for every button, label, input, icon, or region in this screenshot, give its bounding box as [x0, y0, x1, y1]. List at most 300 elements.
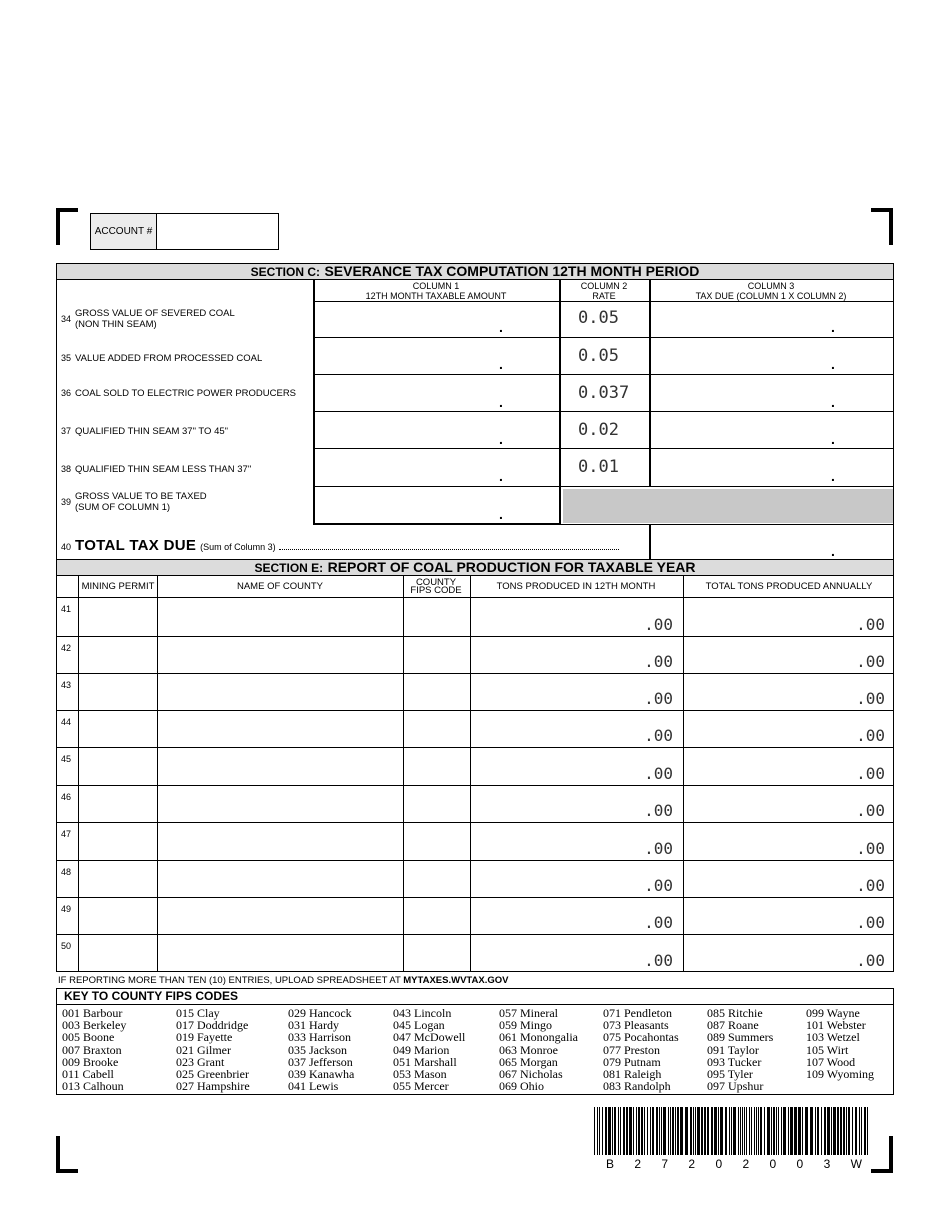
fips-entry: 007 Braxton [62, 1042, 122, 1057]
line-34-number: 34 [61, 313, 72, 324]
line-36-number: 36 [61, 387, 72, 398]
leader-dots [279, 549, 619, 550]
barcode-bar [659, 1107, 660, 1155]
fips-entry: 105 Wirt [806, 1042, 849, 1057]
fips-code-field[interactable] [404, 935, 470, 972]
line-37-col1-field[interactable]: . [499, 431, 503, 447]
line-36-label [61, 383, 296, 403]
county-name-field[interactable] [158, 823, 403, 860]
fips-entry: 077 Preston [603, 1042, 660, 1057]
barcode-bar [749, 1107, 750, 1155]
barcode-bar [833, 1107, 836, 1155]
mining-permit-field[interactable] [79, 748, 157, 785]
fips-code-field[interactable] [404, 598, 470, 636]
line-36-rate: 0.037 [578, 383, 630, 403]
barcode-bar [695, 1107, 696, 1155]
row-number: 47 [61, 829, 72, 839]
fips-entry: 005 Boone [62, 1030, 115, 1045]
barcode-bar [720, 1107, 723, 1155]
barcode-bar [788, 1107, 789, 1155]
barcode-bar [602, 1107, 603, 1155]
tons-annual-field[interactable]: .00 [856, 652, 885, 671]
fips-entry: 001 Barbour [62, 1006, 123, 1020]
account-number-field[interactable] [157, 214, 278, 249]
production-row [57, 636, 893, 673]
total-tax-due-note: (Sum of Column 3) [200, 542, 276, 552]
tons-annual-field[interactable]: .00 [856, 726, 885, 745]
fips-code-field[interactable] [404, 786, 470, 822]
fips-entry: 015 Clay [176, 1006, 220, 1020]
barcode-bar [746, 1107, 747, 1155]
barcode-bar [802, 1107, 803, 1155]
barcode-bar [693, 1107, 694, 1155]
fips-code-field[interactable] [404, 674, 470, 710]
barcode-bar [714, 1107, 717, 1155]
fips-column [393, 1007, 465, 1092]
fips-column [62, 1007, 126, 1092]
barcode-bar [670, 1107, 671, 1155]
row-number: 48 [61, 867, 72, 877]
barcode-bar [733, 1107, 736, 1155]
barcode-bar [650, 1107, 651, 1155]
barcode-bar [605, 1107, 607, 1155]
row-number: 42 [61, 643, 72, 653]
line-36-col3-field[interactable]: . [831, 394, 835, 410]
line-38-col1-field[interactable]: . [499, 468, 503, 484]
fips-entry: 021 Gilmer [176, 1042, 231, 1057]
fips-entry: 047 McDowell [393, 1030, 466, 1045]
fips-entry: 003 Berkeley [62, 1018, 127, 1033]
fips-entry: 057 Mineral [499, 1006, 558, 1020]
mining-permit-field[interactable] [79, 898, 157, 934]
barcode-char: W [850, 1157, 862, 1171]
fips-key [56, 988, 894, 1095]
fips-entry: 071 Pendleton [603, 1006, 672, 1020]
barcode-bar [794, 1107, 797, 1155]
line-39-row [313, 487, 559, 524]
barcode-bar [783, 1107, 786, 1155]
barcode-bar [771, 1107, 772, 1155]
barcode-bar [754, 1107, 755, 1155]
fips-entry: 049 Marion [393, 1042, 450, 1057]
barcode-bar [810, 1107, 813, 1155]
tons-12th-month-field[interactable]: .00 [644, 652, 673, 671]
fips-entry: 051 Marshall [393, 1054, 457, 1069]
barcode-bar [711, 1107, 713, 1155]
divider-total [649, 524, 651, 560]
row-number: 50 [61, 941, 72, 951]
barcode-char: 0 [769, 1157, 777, 1171]
barcode-bar [798, 1107, 801, 1155]
mining-permit-field[interactable] [79, 598, 157, 636]
fips-entry: 009 Brooke [62, 1054, 119, 1069]
line-36-text: COAL SOLD TO ELECTRIC POWER PRODUCERS [75, 387, 297, 399]
tons-12th-month-field[interactable]: .00 [644, 689, 673, 708]
col-fips-line2: FIPS CODE [410, 585, 462, 596]
mining-permit-field[interactable] [79, 674, 157, 710]
barcode-bar [760, 1107, 762, 1155]
fips-entry: 089 Summers [707, 1030, 774, 1045]
line-39-text2: (SUM OF COLUMN 1) [75, 502, 171, 513]
fips-entry: 093 Tucker [707, 1054, 762, 1069]
barcode-bar [852, 1107, 853, 1155]
row-number: 46 [61, 792, 72, 802]
tons-12th-month-field[interactable]: .00 [644, 726, 673, 745]
line-39-text1: GROSS VALUE TO BE TAXED [75, 491, 207, 502]
tons-annual-field[interactable]: .00 [856, 801, 885, 820]
line-37-number: 37 [61, 425, 72, 436]
line-40-label [61, 537, 619, 554]
line-34-text2: (NON THIN SEAM) [75, 319, 157, 330]
section-e [56, 560, 894, 972]
production-row [57, 597, 893, 636]
fips-column [176, 1007, 250, 1092]
barcode-bar [661, 1107, 662, 1155]
fips-entry: 031 Hardy [288, 1018, 339, 1033]
tons-annual-field[interactable]: .00 [856, 913, 885, 932]
barcode-bar [790, 1107, 793, 1155]
barcode-bar [626, 1107, 628, 1155]
note-text: IF REPORTING MORE THAN TEN (10) ENTRIES, UPLOAD SPREADSHEET AT [58, 975, 401, 986]
production-row [57, 785, 893, 822]
barcode-bar [758, 1107, 759, 1155]
section-e-header [57, 560, 893, 576]
fips-entry: 069 Ohio [499, 1079, 544, 1094]
line-35-rate: 0.05 [578, 346, 619, 366]
fips-code-field[interactable] [404, 861, 470, 897]
line-34-col1-field[interactable]: . [499, 319, 503, 335]
section-c-title: SEVERANCE TAX COMPUTATION 12TH MONTH PERIOD [324, 263, 700, 279]
fips-entry: 043 Lincoln [393, 1006, 452, 1020]
fips-entry: 097 Upshur [707, 1079, 764, 1094]
barcode-bar [773, 1107, 775, 1155]
tons-12th-month-field[interactable]: .00 [644, 839, 673, 858]
barcode-bar [672, 1107, 674, 1155]
fips-entry: 091 Taylor [707, 1042, 759, 1057]
barcode-bar [831, 1107, 832, 1155]
fips-entry: 073 Pleasants [603, 1018, 669, 1033]
barcode-bar [690, 1107, 692, 1155]
barcode-char: 2 [634, 1157, 642, 1171]
fips-entry: 067 Nicholas [499, 1067, 563, 1082]
line-36-col1-field[interactable]: . [499, 394, 503, 410]
barcode-bar [751, 1107, 752, 1155]
fips-entry: 061 Monongalia [499, 1030, 578, 1045]
col-fips-line1: COUNTY [415, 577, 457, 588]
barcode-bar [704, 1107, 706, 1155]
col1-header-line1: COLUMN 1 [412, 281, 460, 291]
fips-column [806, 1007, 874, 1080]
section-e-lead: SECTION E: [254, 561, 324, 575]
barcode-bar [677, 1107, 679, 1155]
barcode-bar [652, 1107, 654, 1155]
fips-entry: 087 Roane [707, 1018, 759, 1033]
fips-code-field[interactable] [404, 637, 470, 673]
county-name-field[interactable] [158, 898, 403, 934]
col-county-name: NAME OF COUNTY [236, 581, 324, 592]
line-38-col3-field[interactable]: . [831, 468, 835, 484]
barcode-bar [837, 1107, 839, 1155]
fips-entry: 109 Wyoming [806, 1067, 875, 1082]
barcode-bar [821, 1107, 822, 1155]
barcode-bar [740, 1107, 741, 1155]
barcode-bar [827, 1107, 830, 1155]
barcode-bar [718, 1107, 719, 1155]
barcode-bar [817, 1107, 819, 1155]
production-row [57, 673, 893, 710]
barcode-bar [668, 1107, 669, 1155]
col1-header [313, 280, 559, 302]
production-row [57, 897, 893, 934]
line-34-col3-field[interactable]: . [831, 319, 835, 335]
barcode-bar [848, 1107, 850, 1155]
line-37-label [61, 421, 228, 441]
crop-mark-bottom-left-v [56, 1136, 60, 1173]
county-name-field[interactable] [158, 598, 403, 636]
barcode-bar [742, 1107, 743, 1155]
total-tax-due-label: TOTAL TAX DUE [75, 537, 197, 554]
barcode-bar [680, 1107, 683, 1155]
fips-entry: 017 Doddridge [176, 1018, 249, 1033]
barcode-bar [855, 1107, 857, 1155]
barcode-bar [824, 1107, 826, 1155]
col3-header-line1: COLUMN 3 [747, 281, 795, 291]
fips-code-field[interactable] [404, 823, 470, 860]
barcode-bar [744, 1107, 745, 1155]
barcode-bar [701, 1107, 703, 1155]
col-tons-12th-month: TONS PRODUCED IN 12TH MONTH [496, 581, 656, 592]
note-site: MYTAXES.WVTAX.GOV [403, 975, 509, 986]
fips-code-field[interactable] [404, 711, 470, 747]
production-row [57, 860, 893, 897]
tons-12th-month-field[interactable]: .00 [644, 764, 673, 783]
col-fips-code [403, 577, 469, 597]
row-number: 43 [61, 680, 72, 690]
barcode-bar [725, 1107, 727, 1155]
col3-header-line2: TAX DUE (COLUMN 1 X COLUMN 2) [695, 291, 847, 301]
county-name-field[interactable] [158, 711, 403, 747]
fips-entry: 039 Kanawha [288, 1067, 355, 1082]
line-35-col3-field[interactable]: . [831, 356, 835, 372]
barcode-bar [685, 1107, 688, 1155]
mining-permit-field[interactable] [79, 637, 157, 673]
line-38-label [61, 459, 251, 479]
fips-entry: 019 Fayette [176, 1030, 233, 1045]
line-37-col3-field[interactable]: . [831, 431, 835, 447]
line-39-col1-field[interactable]: . [499, 506, 503, 522]
section-c [56, 263, 894, 560]
barcode-bar [778, 1107, 779, 1155]
barcode-bar [756, 1107, 757, 1155]
row-number: 45 [61, 754, 72, 764]
fips-code-field[interactable] [404, 748, 470, 785]
section-c-lead: SECTION C: [250, 265, 320, 279]
fips-entry: 065 Morgan [499, 1054, 558, 1069]
line-35-text: VALUE ADDED FROM PROCESSED COAL [75, 352, 263, 364]
mining-permit-field[interactable] [79, 711, 157, 747]
line-39-label [61, 491, 207, 513]
barcode-bar [815, 1107, 816, 1155]
barcode-bar [776, 1107, 777, 1155]
line-39-shaded-area [563, 489, 893, 523]
barcode-bar [764, 1107, 765, 1155]
fips-entry: 063 Monroe [499, 1042, 558, 1057]
barcode-bar [805, 1107, 808, 1155]
fips-entry: 033 Harrison [288, 1030, 351, 1045]
fips-entry: 095 Tyler [707, 1067, 753, 1082]
crop-mark-bottom-left-h [56, 1169, 78, 1173]
fips-entry: 027 Hampshire [176, 1079, 250, 1094]
fips-code-field[interactable] [404, 898, 470, 934]
barcode-char: 2 [742, 1157, 750, 1171]
line-37-text: QUALIFIED THIN SEAM 37" TO 45" [75, 425, 229, 437]
barcode-char: B [606, 1157, 615, 1171]
fips-entry: 059 Mingo [499, 1018, 553, 1033]
fips-entry: 053 Mason [393, 1067, 447, 1082]
barcode-bar [620, 1107, 621, 1155]
fips-entry: 103 Wetzel [806, 1030, 860, 1045]
fips-column [603, 1007, 679, 1092]
county-name-field[interactable] [158, 637, 403, 673]
line-40-total-field[interactable]: . [831, 543, 835, 559]
fips-entry: 025 Greenbrier [176, 1067, 249, 1082]
barcode-bar [623, 1107, 625, 1155]
barcode-bar [647, 1107, 648, 1155]
fips-entry: 079 Putnam [603, 1054, 661, 1069]
fips-entry: 085 Ritchie [707, 1006, 763, 1020]
barcode-bar [663, 1107, 666, 1155]
fips-entry: 055 Mercer [393, 1079, 449, 1094]
barcode-bar [629, 1107, 632, 1155]
section-c-header [57, 264, 893, 280]
fips-entry: 013 Calhoun [62, 1079, 124, 1094]
county-name-field[interactable] [158, 861, 403, 897]
barcode-char: 3 [823, 1157, 831, 1171]
tons-12th-month-field[interactable]: .00 [644, 801, 673, 820]
col1-header-line2: 12TH MONTH TAXABLE AMOUNT [365, 291, 507, 301]
fips-column [707, 1007, 773, 1092]
crop-mark-top-left-v [56, 208, 60, 245]
mining-permit-field[interactable] [79, 935, 157, 972]
fips-entry: 045 Logan [393, 1018, 445, 1033]
fips-entry: 099 Wayne [806, 1006, 860, 1020]
tons-12th-month-field[interactable]: .00 [644, 876, 673, 895]
production-row [57, 822, 893, 860]
barcode-bar [594, 1107, 595, 1155]
barcode-char: 2 [688, 1157, 696, 1171]
barcode-char: 7 [661, 1157, 669, 1171]
production-row [57, 934, 893, 972]
tons-annual-field[interactable]: .00 [856, 764, 885, 783]
line-35-col1-field[interactable]: . [499, 356, 503, 372]
barcode-bar [597, 1107, 598, 1155]
fips-entry: 107 Wood [806, 1054, 856, 1069]
fips-entry: 081 Raleigh [603, 1067, 662, 1082]
crop-mark-top-right-v [889, 208, 893, 245]
row-number: 49 [61, 904, 72, 914]
barcode-bar [867, 1107, 868, 1155]
fips-key-title: KEY TO COUNTY FIPS CODES [57, 989, 893, 1005]
col2-header-line1: COLUMN 2 [580, 281, 628, 291]
line-40-number: 40 [61, 542, 72, 552]
fips-entry: 083 Randolph [603, 1079, 671, 1094]
barcode-bar [697, 1107, 700, 1155]
barcode-bar [612, 1107, 613, 1155]
mining-permit-field[interactable] [79, 861, 157, 897]
row-number: 44 [61, 717, 72, 727]
fips-entry: 075 Pocahontas [603, 1030, 679, 1045]
col3-header [649, 280, 893, 302]
barcode-char: 0 [796, 1157, 804, 1171]
county-name-field[interactable] [158, 674, 403, 710]
crop-mark-bottom-right-v [889, 1136, 893, 1173]
barcode-bar [767, 1107, 770, 1155]
production-row [57, 710, 893, 747]
barcode-bar [846, 1107, 847, 1155]
fips-entry: 037 Jefferson [288, 1054, 353, 1069]
row-number: 41 [61, 604, 72, 614]
tons-12th-month-field[interactable]: .00 [644, 951, 673, 970]
fips-entry: 023 Grant [176, 1054, 225, 1069]
tons-12th-month-field[interactable]: .00 [644, 913, 673, 932]
line-37-rate: 0.02 [578, 420, 619, 440]
barcode-bar [861, 1107, 862, 1155]
line-34-label [61, 308, 235, 330]
tons-annual-field[interactable]: .00 [856, 951, 885, 970]
mining-permit-field[interactable] [79, 786, 157, 822]
fips-entry: 029 Hancock [288, 1006, 352, 1020]
barcode-bar [633, 1107, 634, 1155]
tons-annual-field[interactable]: .00 [856, 839, 885, 858]
col2-header [559, 280, 649, 302]
col2-header-line2: RATE [592, 291, 616, 301]
line-38-rate: 0.01 [578, 457, 619, 477]
barcode-bar [656, 1107, 658, 1155]
tons-12th-month-field[interactable]: .00 [644, 615, 673, 634]
fips-entry: 041 Lewis [288, 1079, 339, 1094]
fips-entry: 035 Jackson [288, 1042, 347, 1057]
fips-entry: 011 Cabell [62, 1067, 114, 1082]
crop-mark-top-left-h [56, 208, 78, 212]
barcode-bar [641, 1107, 643, 1155]
barcode-bar [636, 1107, 637, 1155]
barcode-bar [864, 1107, 866, 1155]
crop-mark-top-right-h [871, 208, 893, 212]
barcode-bar [731, 1107, 732, 1155]
barcode-bar [599, 1107, 600, 1155]
fips-column [499, 1007, 578, 1092]
mining-permit-field[interactable] [79, 823, 157, 860]
barcode-bar [608, 1107, 611, 1155]
county-name-field[interactable] [158, 786, 403, 822]
tons-annual-field[interactable]: .00 [856, 615, 885, 634]
barcode-bar [644, 1107, 645, 1155]
county-name-field[interactable] [158, 935, 403, 972]
production-row [57, 747, 893, 785]
barcode-char: 0 [715, 1157, 723, 1171]
tons-annual-field[interactable]: .00 [856, 876, 885, 895]
tons-annual-field[interactable]: .00 [856, 689, 885, 708]
barcode-text [606, 1157, 862, 1171]
line-38-number: 38 [61, 463, 72, 474]
fips-entry: 101 Webster [806, 1018, 866, 1033]
county-name-field[interactable] [158, 748, 403, 785]
barcode-bar [781, 1107, 782, 1155]
barcode-bar [707, 1107, 709, 1155]
section-e-title: REPORT OF COAL PRODUCTION FOR TAXABLE YEAR [327, 559, 696, 575]
barcode-bar [618, 1107, 619, 1155]
col-mining-permit: MINING PERMIT [81, 581, 155, 592]
